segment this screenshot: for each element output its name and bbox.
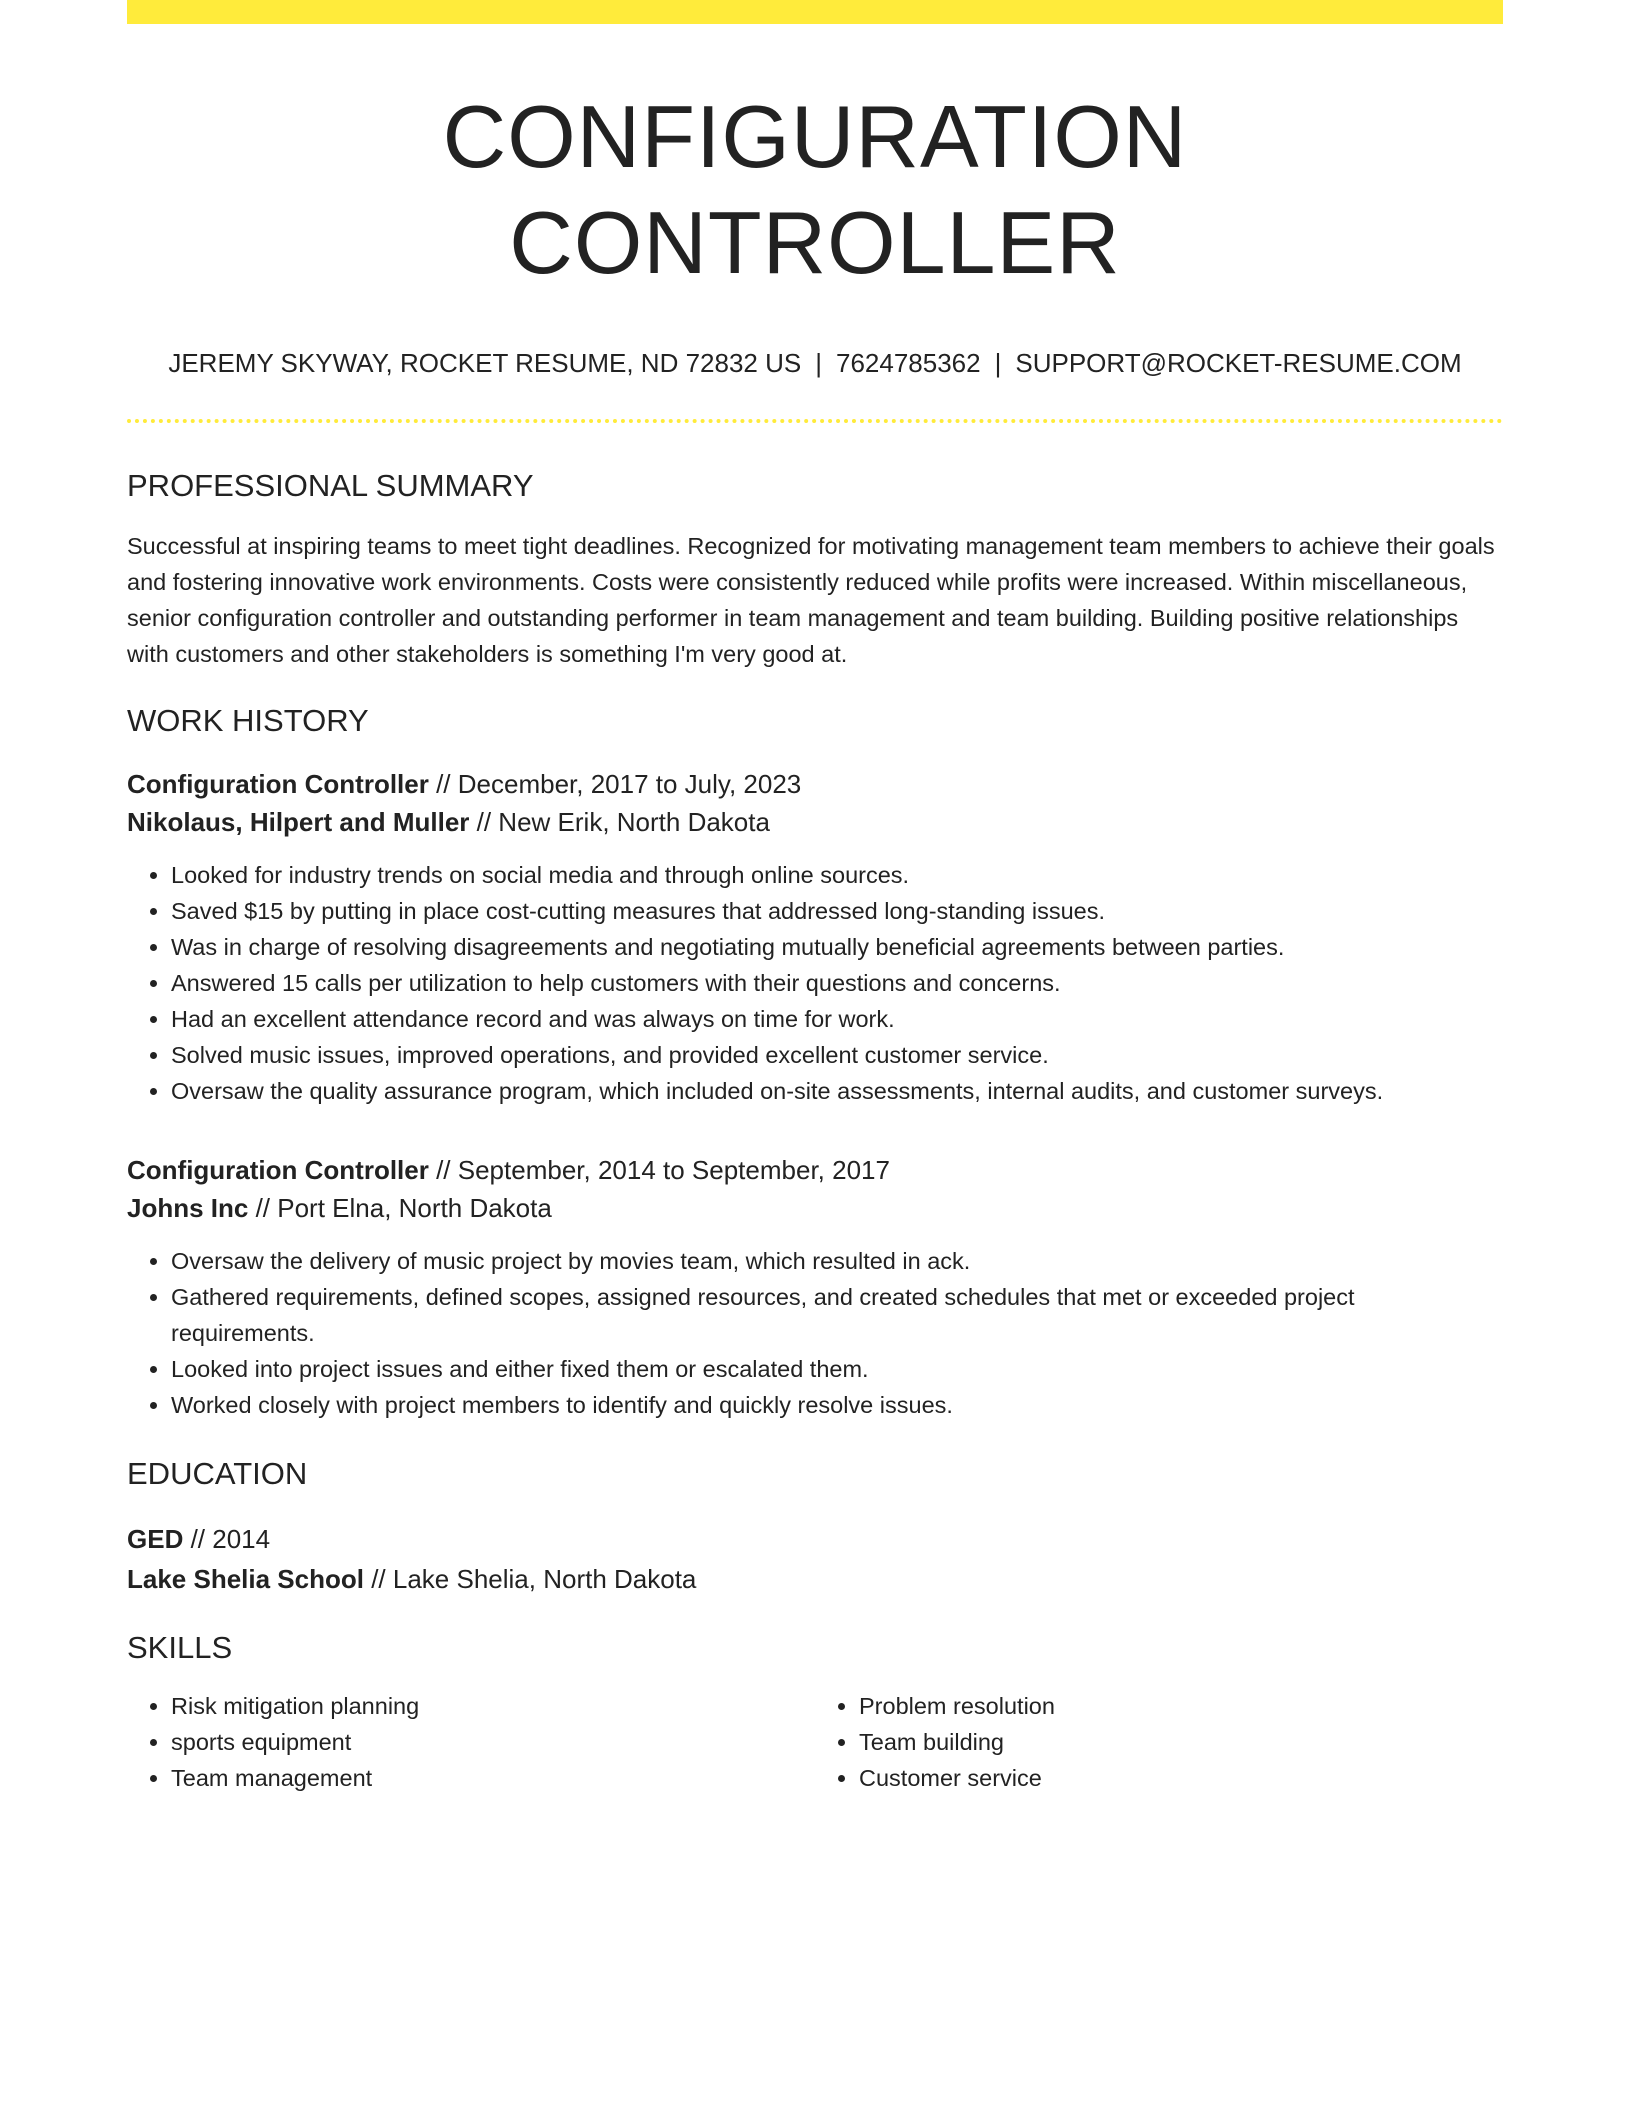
job-dates: // December, 2017 to July, 2023: [428, 769, 802, 800]
summary-text: Successful at inspiring teams to meet tight deadlines. Recognized for motivating management team members to achieve their goals and fostering innovative work environments. Costs were consistently reduced while profits were increased. Within miscellaneous, senior configuration controller and outstanding performer in team management and team building. Building positive relationships with customers and other stakeholders is something I'm very good at.: [127, 533, 1495, 668]
contact-phone: 7624785362: [835, 348, 981, 379]
contact-separator: |: [815, 348, 822, 379]
accent-top-bar: [127, 0, 1503, 24]
skills-column-right: [815, 1688, 1503, 1796]
education-year: // 2014: [183, 1523, 271, 1554]
job-bullet: • Looked into project issues and either fixed them or escalated them.: [171, 1351, 1503, 1387]
work-history-heading: WORK HISTORY: [127, 703, 369, 739]
contact-email: SUPPORT@ROCKET-RESUME.COM: [1015, 348, 1462, 379]
contact-separator: |: [994, 348, 1002, 379]
job-bullet: • Answered 15 calls per utilization to help customers with their questions and concerns.: [171, 965, 1503, 1001]
job-bullet: • Had an excellent attendance record and was always on time for work.: [171, 1001, 1503, 1037]
job-bullet-list: [127, 1243, 1503, 1423]
job-bullet-list: [127, 857, 1503, 1109]
job-title-line: [127, 1151, 1503, 1189]
skill-item: • Team management: [171, 1760, 815, 1796]
contact-line: [127, 347, 1503, 381]
education-heading: EDUCATION: [127, 1456, 308, 1492]
job-company-line: [127, 1189, 1503, 1227]
job-bullet: • Worked closely with project members to identify and quickly resolve issues.: [171, 1387, 1503, 1423]
job-bullet: • Oversaw the quality assurance program, which included on-site assessments, internal audits, and customer surveys.: [171, 1073, 1503, 1109]
contact-address: JEREMY SKYWAY, ROCKET RESUME, ND 72832 US: [168, 348, 802, 379]
job-bullet: • Solved music issues, improved operations, and provided excellent customer service.: [171, 1037, 1503, 1073]
job-bullet: • Was in charge of resolving disagreements and negotiating mutually beneficial agreements between parties.: [171, 929, 1503, 965]
job-company: Johns Inc: [127, 1193, 249, 1224]
job-entry: [127, 1151, 1503, 1423]
job-dates: // September, 2014 to September, 2017: [428, 1155, 890, 1186]
education-school: Lake Shelia School: [127, 1563, 364, 1594]
resume-content: [127, 0, 1503, 1796]
summary-heading: PROFESSIONAL SUMMARY: [127, 467, 534, 503]
job-company-line: [127, 803, 1503, 841]
job-entry: [127, 765, 1503, 1109]
dotted-divider: [127, 419, 1503, 423]
skill-item: • Customer service: [859, 1760, 1503, 1796]
skill-item: • Risk mitigation planning: [171, 1688, 815, 1724]
skills-heading: SKILLS: [127, 1629, 233, 1665]
education-degree-line: [127, 1519, 1503, 1559]
job-bullet: • Oversaw the delivery of music project by movies team, which resulted in ack.: [171, 1243, 1503, 1279]
skill-item: • Problem resolution: [859, 1688, 1503, 1724]
education-entry: [127, 1519, 1503, 1599]
job-company: Nikolaus, Hilpert and Muller: [127, 807, 470, 838]
job-bullet: • Looked for industry trends on social media and through online sources.: [171, 857, 1503, 893]
skill-item: • Team building: [859, 1724, 1503, 1760]
education-degree: GED: [127, 1523, 184, 1554]
job-bullet: • Gathered requirements, defined scopes, assigned resources, and created schedules that met or exceeded project requirements.: [171, 1279, 1503, 1351]
education-school-line: [127, 1559, 1503, 1599]
skills-grid: [127, 1688, 1503, 1796]
resume-title: CONFIGURATION CONTROLLER: [442, 87, 1188, 292]
job-title: Configuration Controller: [127, 769, 429, 800]
job-location: // New Erik, North Dakota: [469, 807, 770, 838]
education-location: // Lake Shelia, North Dakota: [363, 1563, 697, 1594]
job-title-line: [127, 765, 1503, 803]
skill-item: • sports equipment: [171, 1724, 815, 1760]
job-title: Configuration Controller: [127, 1155, 429, 1186]
skills-column-left: [127, 1688, 815, 1796]
job-bullet: • Saved $15 by putting in place cost-cutting measures that addressed long-standing issues.: [171, 893, 1503, 929]
job-location: // Port Elna, North Dakota: [248, 1193, 552, 1224]
